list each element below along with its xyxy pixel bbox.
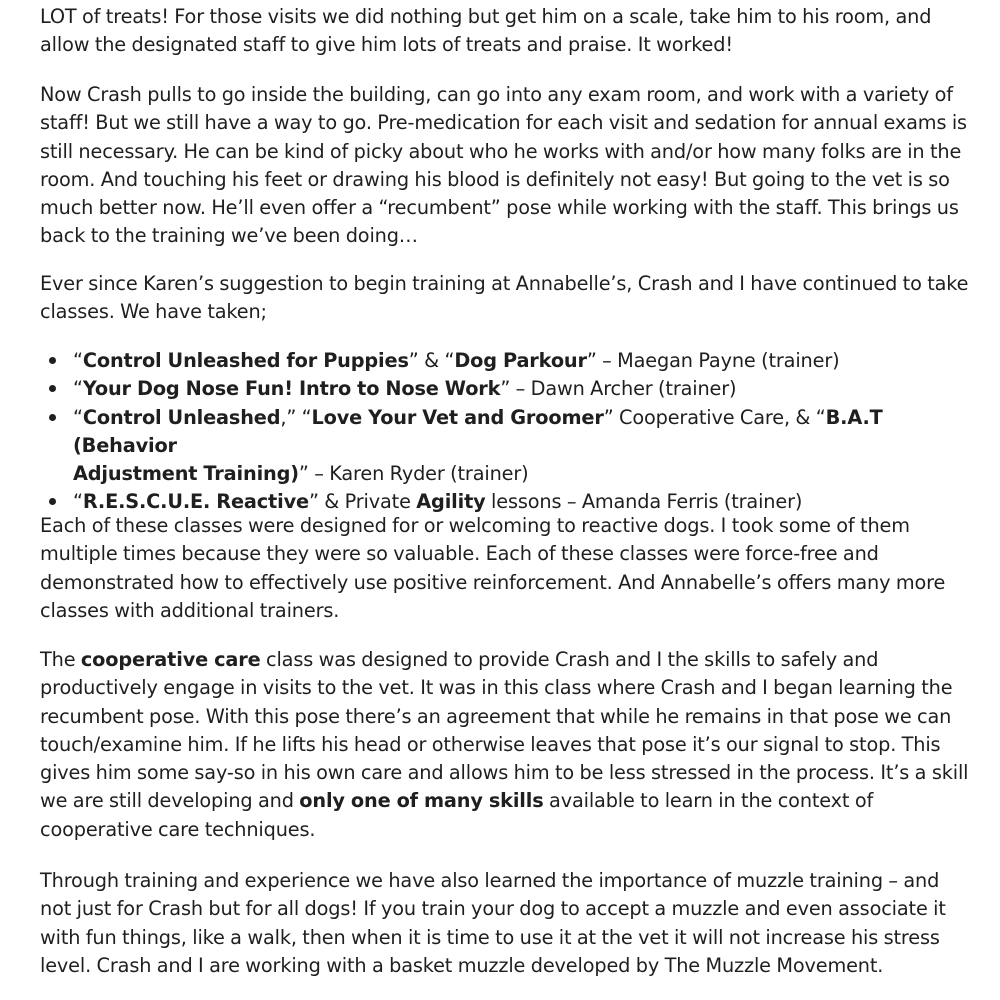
- text-line: with fun things, like a walk, then when it is time to use it at the vet it will not increase his stress: [40, 925, 940, 949]
- quote-mark: “: [73, 377, 83, 401]
- text-line: classes. We have taken;: [40, 300, 267, 324]
- text-line: classes with additional trainers.: [40, 598, 340, 622]
- text-line: allow the designated staff to give him lots of treats and praise. It worked!: [40, 33, 733, 57]
- text-run: class was designed to provide Crash and I the skills to safely and: [260, 648, 879, 671]
- text-line: still necessary. He can be kind of picky about who he works with and/or how many folks are in the: [40, 139, 962, 163]
- separator-text: ” & Private: [308, 490, 417, 514]
- text-line: Each of these classes were designed for or welcoming to reactive dogs. I took some of them: [40, 514, 910, 537]
- text-line: level. Crash and I are working with a basket muzzle developed by The Muzzle Movement.: [40, 953, 884, 977]
- text-line: LOT of treats! For those visits we did nothing but get him on a scale, take him to his room, and: [40, 5, 932, 28]
- separator-text: ” & “: [408, 349, 455, 372]
- text-line: productively engage in visits to the vet. It was in this class where Crash and I began learning the: [40, 676, 953, 700]
- trainer-text: ” – Dawn Archer (trainer): [500, 377, 737, 401]
- class-title: Control Unleashed for Puppies: [82, 349, 409, 372]
- text-line: recumbent pose. With this pose there’s an agreement that while he remains in that pose we can: [40, 704, 952, 728]
- class-title: Agility: [416, 490, 486, 514]
- class-title: Dog Parkour: [454, 349, 587, 372]
- text-line: touch/examine him. If he lifts his head or otherwise leaves that pose it’s our signal to stop. This: [40, 732, 941, 756]
- bullet-icon: [49, 357, 56, 364]
- separator-text: ” Cooperative Care, & “: [603, 405, 826, 429]
- quote-mark: “: [73, 405, 83, 429]
- quote-mark: “: [73, 490, 83, 514]
- text-line: gives him some say-so in his own care and allows him to be less stressed in the process. It’s a skill: [40, 761, 969, 785]
- list-item: [40, 375, 970, 403]
- bullet-icon: [49, 385, 56, 392]
- text-line: multiple times because they were so valuable. Each of these classes were force-free and: [40, 542, 879, 566]
- list-item: [40, 404, 970, 489]
- paragraph-reactive-dogs: [40, 512, 970, 625]
- class-title: Adjustment Training): [73, 462, 299, 486]
- trainer-text: lessons – Amanda Ferris (trainer): [485, 490, 803, 514]
- class-title: B.A.T (Behavior: [73, 405, 883, 457]
- class-title: Your Dog Nose Fun! Intro to Nose Work: [82, 377, 501, 401]
- text-run: we are still developing and: [40, 789, 300, 813]
- text-line: cooperative care techniques.: [40, 817, 316, 841]
- text-line: Through training and experience we have also learned the importance of muzzle training – and: [40, 869, 940, 892]
- quote-mark: “: [73, 349, 83, 372]
- paragraph-cooperative-care: [40, 646, 970, 844]
- class-title: Love Your Vet and Groomer: [311, 405, 604, 429]
- class-title: Control Unleashed: [82, 405, 281, 429]
- text-line: not just for Crash but for all dogs! If you train your dog to accept a muzzle and even associate it: [40, 897, 946, 921]
- paragraph-treats: [40, 3, 970, 60]
- text-line: back to the training we’ve been doing…: [40, 224, 418, 248]
- text-line: staff! But we still have a way to go. Pre-medication for each visit and sedation for annual exams is: [40, 111, 967, 135]
- text-line: Ever since Karen’s suggestion to begin training at Annabelle’s, Crash and I have continued to take: [40, 272, 969, 295]
- text-line: much better now. He’ll even offer a “recumbent” pose while working with the staff. This brings us: [40, 196, 959, 220]
- text-run: available to learn in the context of: [543, 789, 874, 813]
- trainer-text: ” – Maegan Payne (trainer): [586, 349, 840, 372]
- text-line: Now Crash pulls to go inside the building, can go into any exam room, and work with a variety of: [40, 83, 953, 106]
- bullet-icon: [49, 498, 56, 505]
- paragraph-classes-intro: [40, 270, 970, 327]
- trainer-text: ” – Karen Ryder (trainer): [298, 462, 529, 486]
- bullet-icon: [49, 414, 56, 421]
- emphasis-text: cooperative care: [80, 648, 261, 671]
- text-line: room. And touching his feet or drawing his blood is definitely not easy! But going to the vet is so: [40, 167, 950, 191]
- classes-list: [40, 347, 970, 517]
- emphasis-text: only one of many skills: [299, 789, 544, 813]
- paragraph-muzzle-training: [40, 867, 970, 980]
- class-title: R.E.S.C.U.E. Reactive: [82, 490, 309, 514]
- list-item: [40, 347, 970, 375]
- text-run: The: [40, 648, 81, 671]
- text-line: [40, 787, 970, 815]
- text-line: demonstrated how to effectively use positive reinforcement. And Annabelle’s offers many more: [40, 570, 946, 594]
- paragraph-progress: [40, 81, 970, 251]
- text-line: [40, 646, 970, 674]
- separator-text: ,” “: [280, 405, 312, 429]
